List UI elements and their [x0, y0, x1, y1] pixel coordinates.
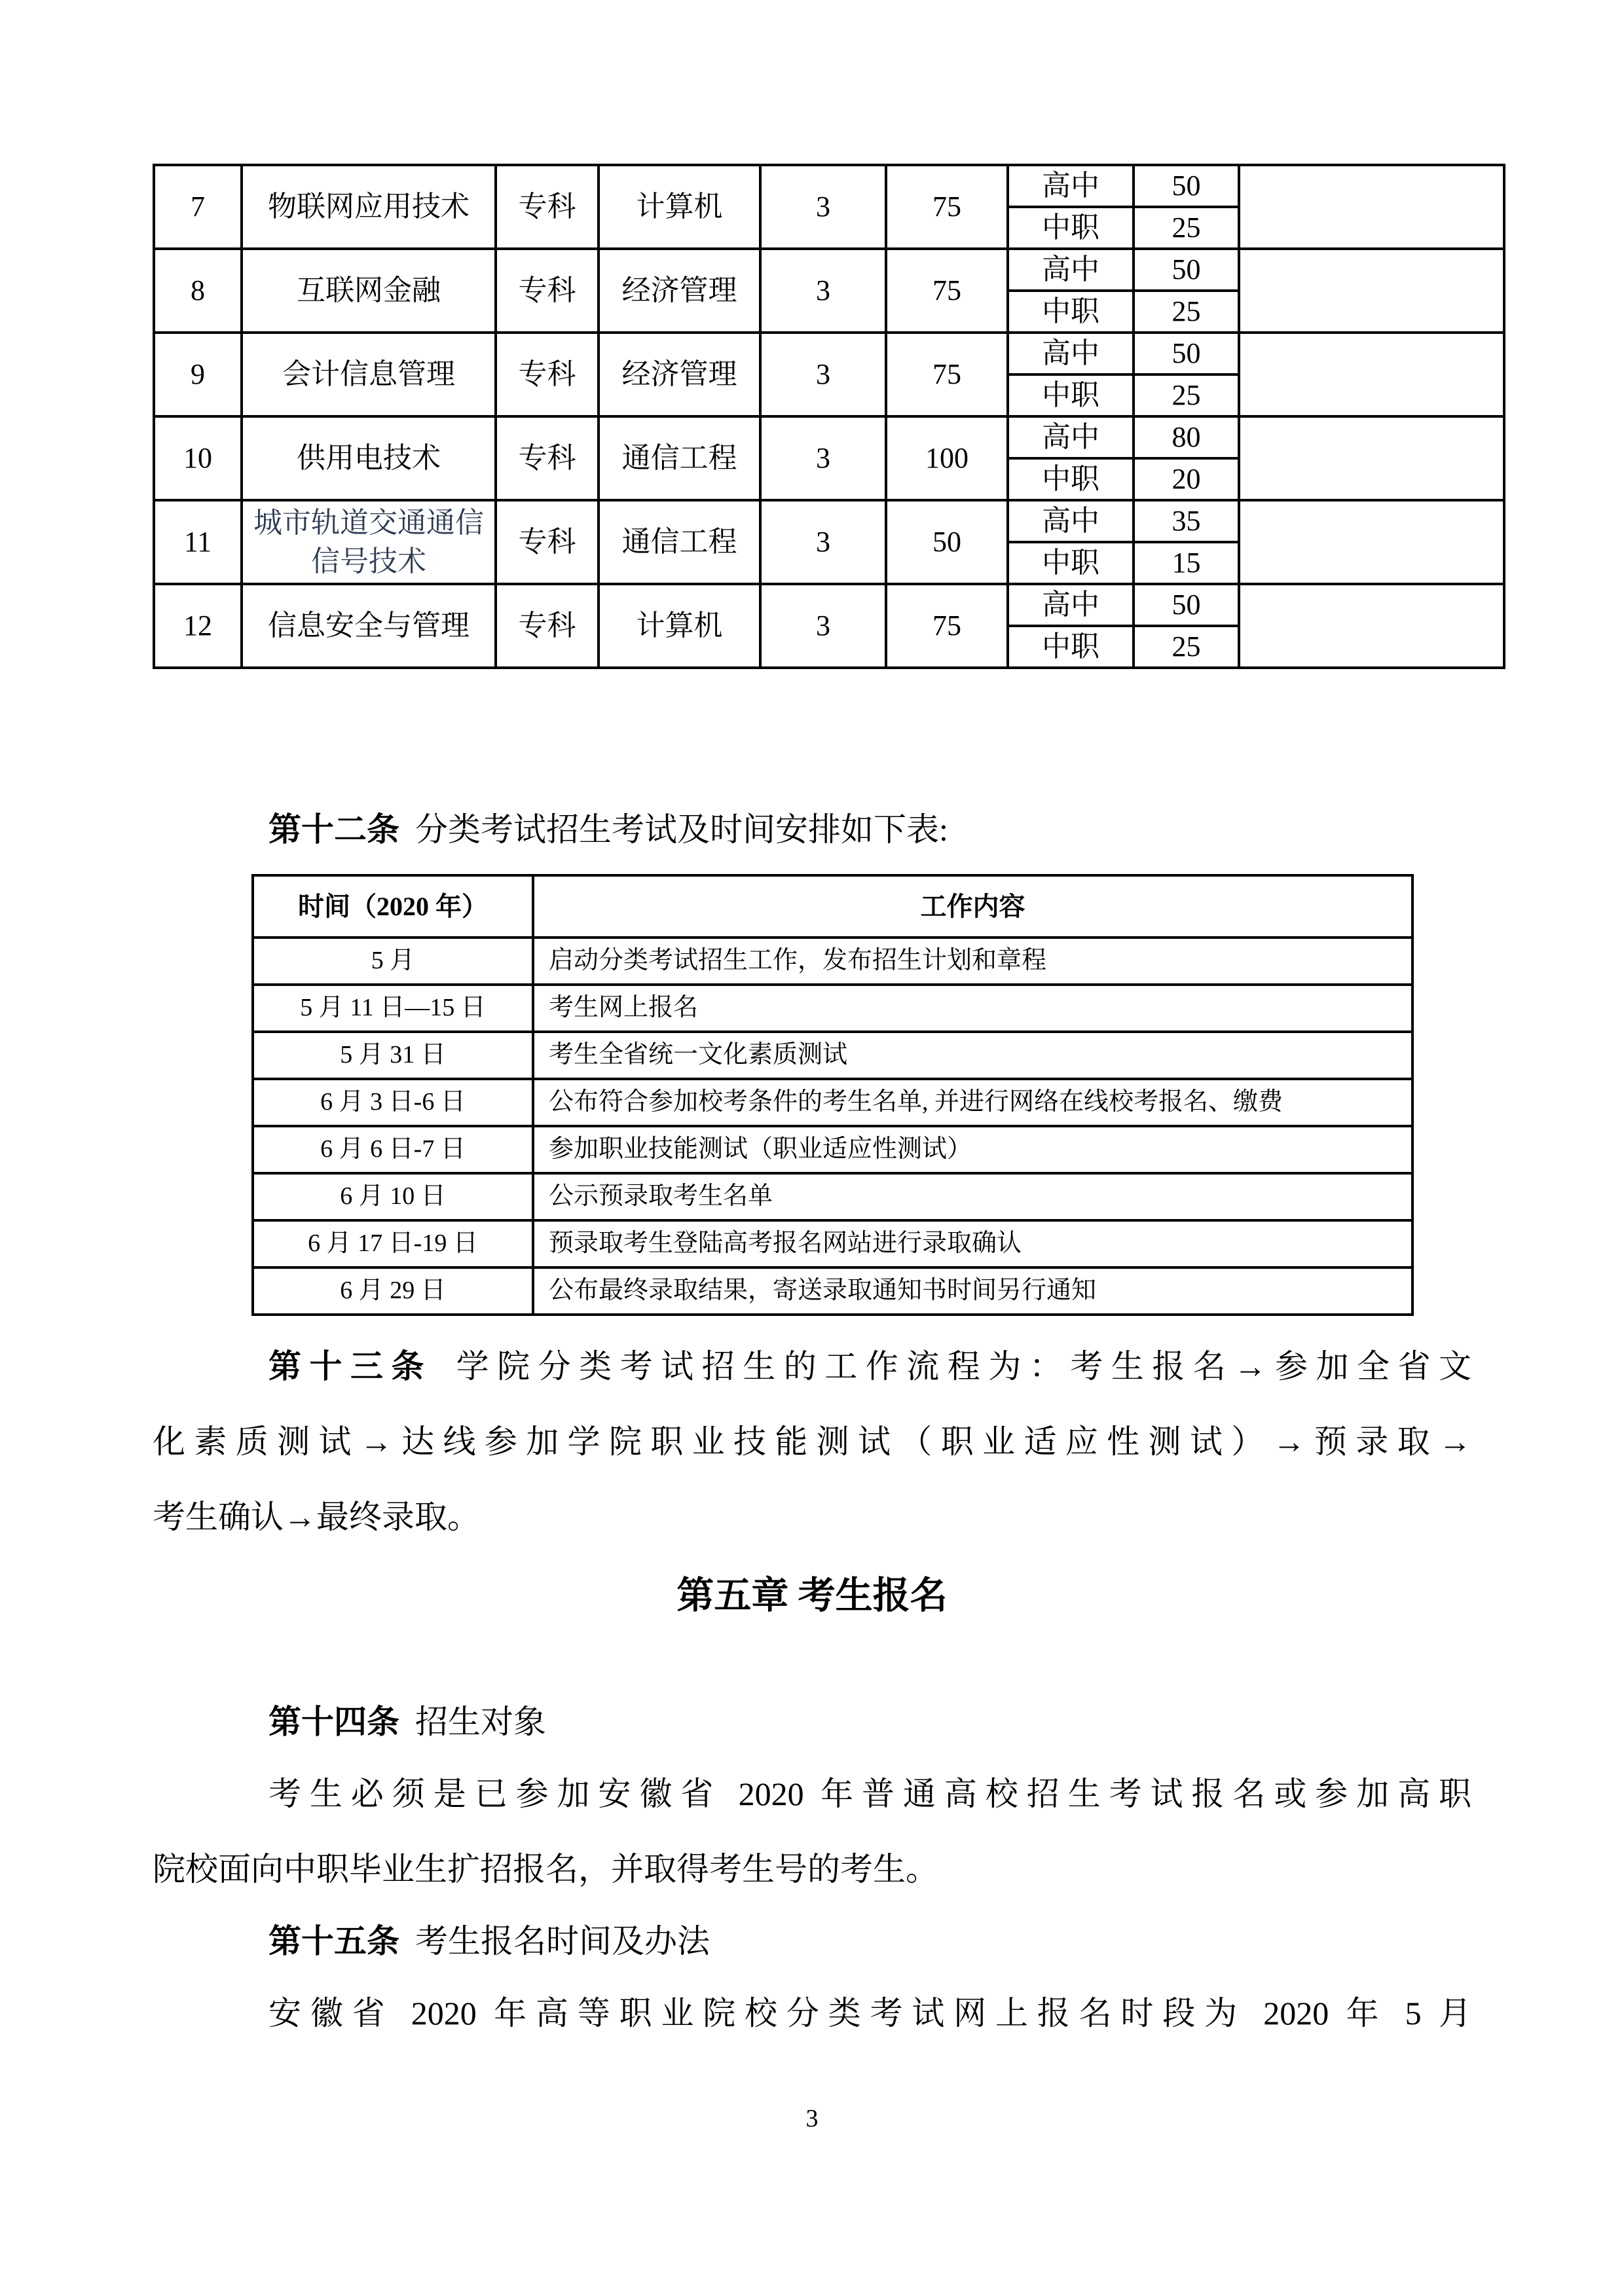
- category-cell: 计算机: [599, 584, 760, 668]
- seq-cell: 10: [154, 416, 242, 500]
- count-cell: 25: [1134, 291, 1239, 333]
- major-name-cell: 会计信息管理: [242, 333, 496, 416]
- years-cell: 3: [760, 165, 886, 249]
- task-cell: 预录取考生登陆高考报名网站进行录取确认: [533, 1220, 1412, 1267]
- remarks-cell: [1239, 416, 1504, 500]
- total-cell: 75: [886, 249, 1008, 333]
- schedule-header-row: [253, 875, 1412, 938]
- paragraph-line: 院校面向中职毕业生扩招报名，并取得考生号的考生。: [153, 1851, 938, 1887]
- table-row: [154, 333, 1504, 374]
- article-12-heading: [153, 810, 1471, 849]
- years-cell: 3: [760, 333, 886, 416]
- count-cell: 35: [1134, 500, 1239, 542]
- level-cell: 专科: [496, 333, 599, 416]
- source-cell: 中职: [1008, 458, 1134, 500]
- count-cell: 50: [1134, 165, 1239, 207]
- source-cell: 高中: [1008, 333, 1134, 374]
- table-row: [154, 584, 1504, 626]
- schedule-row: [253, 1173, 1412, 1220]
- article-13-text: 学院分类考试招生的工作流程为：考生报名→参加全省文: [448, 1348, 1472, 1385]
- time-header-cell: 时间（2020 年）: [253, 875, 533, 938]
- date-cell: 5 月 31 日: [253, 1032, 533, 1079]
- schedule-row: [253, 1126, 1412, 1173]
- task-cell: 参加职业技能测试（职业适应性测试）: [533, 1126, 1412, 1173]
- majors-plan-table: [153, 164, 1505, 669]
- task-header-cell: 工作内容: [533, 875, 1412, 938]
- count-cell: 50: [1134, 584, 1239, 626]
- source-cell: 中职: [1008, 207, 1134, 249]
- task-cell: 公布符合参加校考条件的考生名单, 并进行网络在线校考报名、缴费: [533, 1079, 1412, 1126]
- article-15-paragraph: [153, 1976, 1471, 2051]
- level-cell: 专科: [496, 165, 599, 249]
- schedule-row: [253, 1220, 1412, 1267]
- paragraph-line: 化素质测试→达线参加学院职业技能测试（职业适应性测试）→预录取→: [153, 1423, 1471, 1460]
- seq-cell: 7: [154, 165, 242, 249]
- article-12-title: 分类考试招生考试及时间安排如下表:: [415, 811, 948, 848]
- major-name-cell: 信息安全与管理: [242, 584, 496, 668]
- years-cell: 3: [760, 584, 886, 668]
- count-cell: 25: [1134, 626, 1239, 668]
- remarks-cell: [1239, 584, 1504, 668]
- years-cell: 3: [760, 249, 886, 333]
- article-14-heading: [153, 1688, 1471, 1757]
- paragraph-line: 考生确认→最终录取。: [153, 1499, 480, 1535]
- seq-cell: 12: [154, 584, 242, 668]
- category-cell: 经济管理: [599, 249, 760, 333]
- task-cell: 考生全省统一文化素质测试: [533, 1032, 1412, 1079]
- article-13-paragraph: [153, 1329, 1471, 1555]
- remarks-cell: [1239, 165, 1504, 249]
- remarks-cell: [1239, 500, 1504, 584]
- task-cell: 公示预录取考生名单: [533, 1173, 1412, 1220]
- source-cell: 高中: [1008, 584, 1134, 626]
- date-cell: 6 月 6 日-7 日: [253, 1126, 533, 1173]
- years-cell: 3: [760, 416, 886, 500]
- table-row: [154, 500, 1504, 542]
- level-cell: 专科: [496, 500, 599, 584]
- years-cell: 3: [760, 500, 886, 584]
- article-14-paragraph: [153, 1757, 1471, 1907]
- paragraph-line: [153, 1329, 1471, 1404]
- seq-cell: 11: [154, 500, 242, 584]
- source-cell: 高中: [1008, 416, 1134, 458]
- category-cell: 通信工程: [599, 500, 760, 584]
- count-cell: 15: [1134, 542, 1239, 584]
- category-cell: 通信工程: [599, 416, 760, 500]
- major-name-cell: 物联网应用技术: [242, 165, 496, 249]
- level-cell: 专科: [496, 584, 599, 668]
- total-cell: 75: [886, 165, 1008, 249]
- remarks-cell: [1239, 249, 1504, 333]
- task-cell: 公布最终录取结果，寄送录取通知书时间另行通知: [533, 1267, 1412, 1315]
- source-cell: 高中: [1008, 249, 1134, 291]
- date-cell: 5 月 11 日—15 日: [253, 985, 533, 1032]
- count-cell: 25: [1134, 207, 1239, 249]
- table-row: [154, 249, 1504, 291]
- article-12-label: 第十二条: [268, 811, 399, 848]
- schedule-row: [253, 1267, 1412, 1315]
- total-cell: 75: [886, 584, 1008, 668]
- article-14-title: 招生对象: [415, 1704, 546, 1740]
- source-cell: 中职: [1008, 291, 1134, 333]
- schedule-row: [253, 1032, 1412, 1079]
- task-cell: 考生网上报名: [533, 985, 1412, 1032]
- article-13-label: 第十三条: [268, 1348, 433, 1385]
- category-cell: 经济管理: [599, 333, 760, 416]
- article-15-heading: [153, 1907, 1471, 1976]
- date-cell: 5 月: [253, 938, 533, 985]
- count-cell: 50: [1134, 249, 1239, 291]
- table-row: [154, 416, 1504, 458]
- count-cell: 20: [1134, 458, 1239, 500]
- chapter-5-heading: 第五章 考生报名: [676, 1575, 948, 1616]
- total-cell: 100: [886, 416, 1008, 500]
- source-cell: 高中: [1008, 165, 1134, 207]
- level-cell: 专科: [496, 249, 599, 333]
- major-name-cell: 城市轨道交通通信信号技术: [242, 500, 496, 584]
- paragraph-line: 安徽省 2020 年高等职业院校分类考试网上报名时段为 2020 年 5 月: [268, 1995, 1471, 2032]
- count-cell: 50: [1134, 333, 1239, 374]
- task-cell: 启动分类考试招生工作，发布招生计划和章程: [533, 938, 1412, 985]
- date-cell: 6 月 10 日: [253, 1173, 533, 1220]
- count-cell: 25: [1134, 374, 1239, 416]
- schedule-row: [253, 938, 1412, 985]
- source-cell: 高中: [1008, 500, 1134, 542]
- date-cell: 6 月 17 日-19 日: [253, 1220, 533, 1267]
- paragraph-line: 考生必须是已参加安徽省 2020 年普通高校招生考试报名或参加高职: [268, 1776, 1471, 1812]
- category-cell: 计算机: [599, 165, 760, 249]
- page-number: 3: [805, 2105, 819, 2132]
- exam-schedule-table: [251, 874, 1414, 1316]
- source-cell: 中职: [1008, 626, 1134, 668]
- count-cell: 80: [1134, 416, 1239, 458]
- article-15-label: 第十五条: [268, 1923, 399, 1959]
- article-14-label: 第十四条: [268, 1704, 399, 1740]
- date-cell: 6 月 3 日-6 日: [253, 1079, 533, 1126]
- date-cell: 6 月 29 日: [253, 1267, 533, 1315]
- seq-cell: 8: [154, 249, 242, 333]
- major-name-cell: 供用电技术: [242, 416, 496, 500]
- major-name-cell: 互联网金融: [242, 249, 496, 333]
- article-15-title: 考生报名时间及办法: [415, 1923, 710, 1959]
- seq-cell: 9: [154, 333, 242, 416]
- total-cell: 50: [886, 500, 1008, 584]
- remarks-cell: [1239, 333, 1504, 416]
- level-cell: 专科: [496, 416, 599, 500]
- schedule-row: [253, 1079, 1412, 1126]
- source-cell: 中职: [1008, 374, 1134, 416]
- total-cell: 75: [886, 333, 1008, 416]
- table-row: [154, 165, 1504, 207]
- source-cell: 中职: [1008, 542, 1134, 584]
- schedule-row: [253, 985, 1412, 1032]
